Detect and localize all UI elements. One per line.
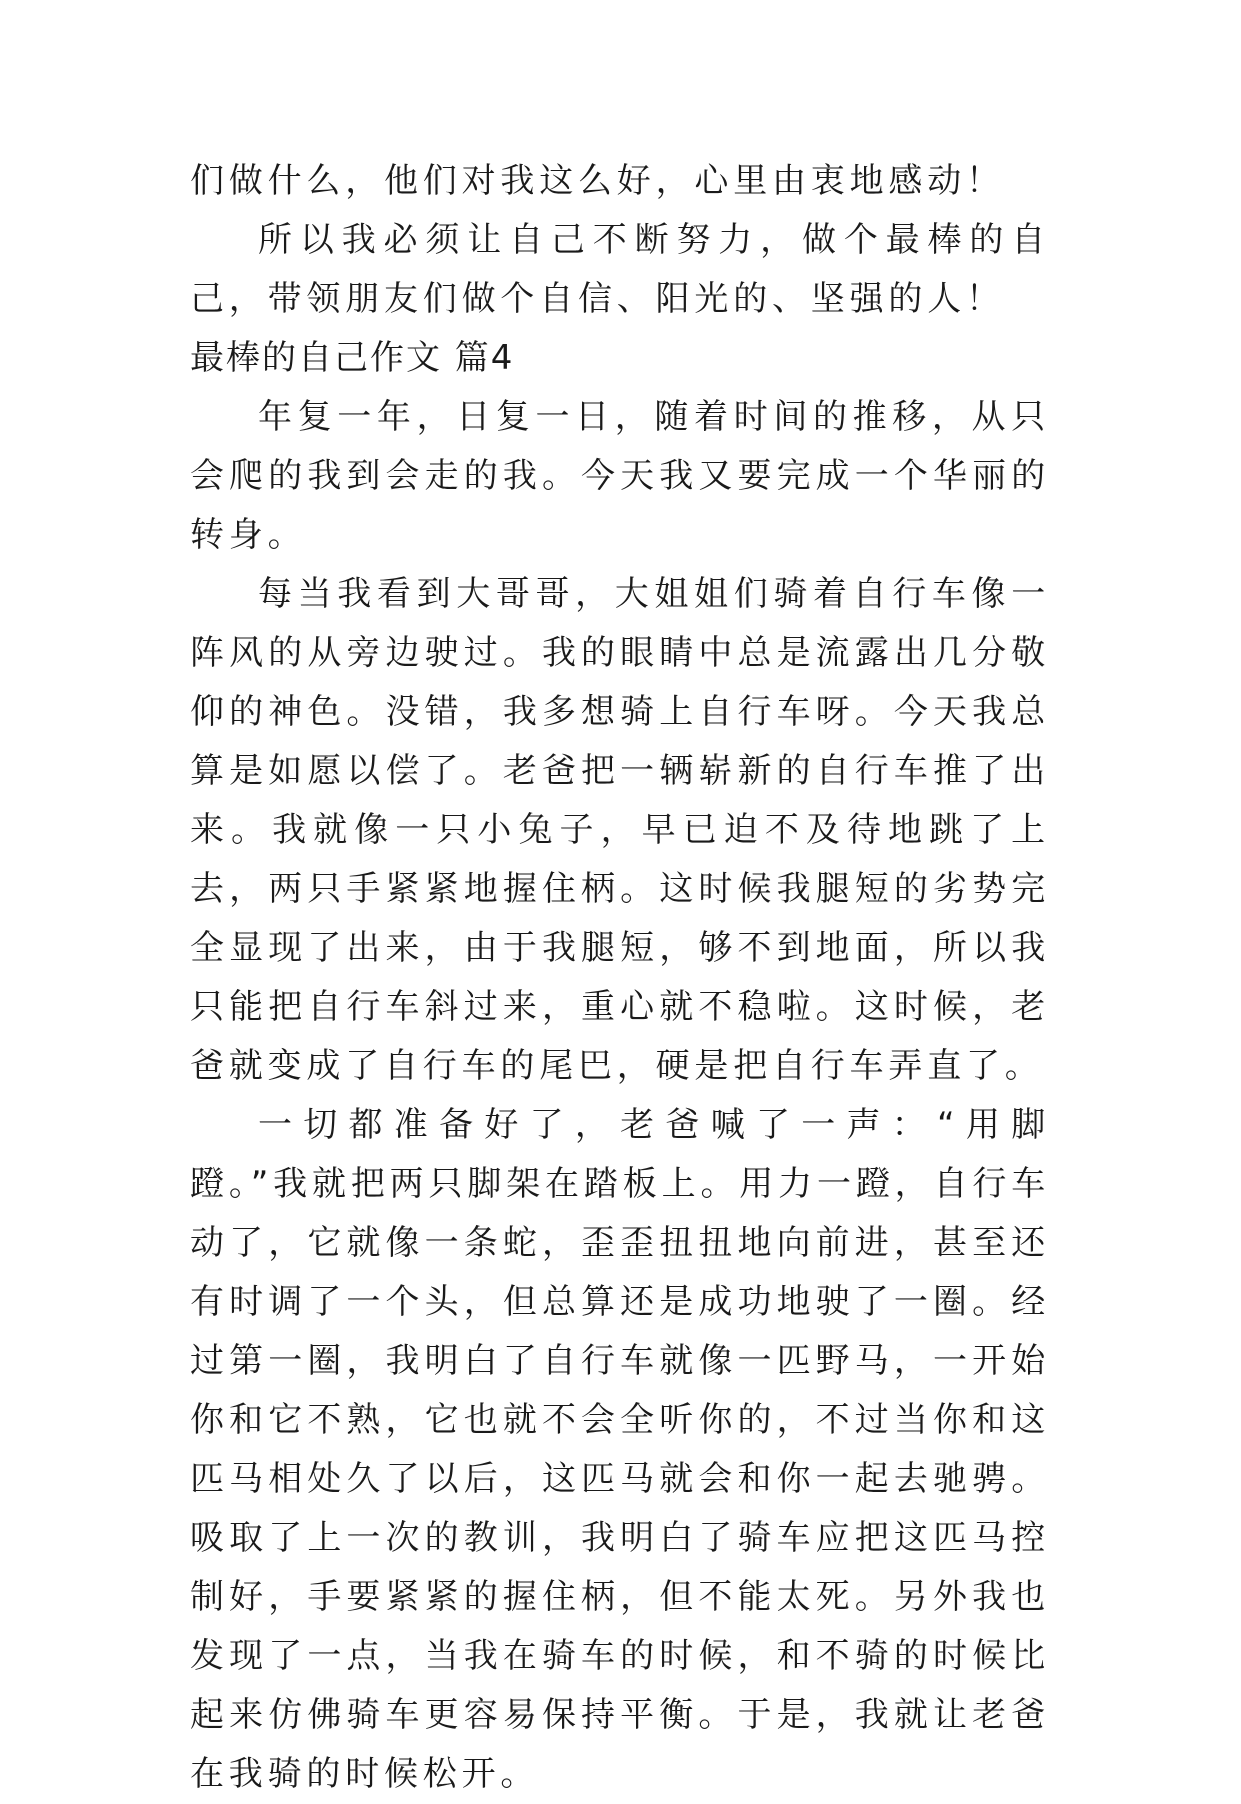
paragraph: 每当我看到大哥哥，大姐姐们骑着自行车像一阵风的从旁边驶过。我的眼睛中总是流露出几分敬仰的神色。没错，我多想骑上自行车呀。今天我总算是如愿以偿了。老爸把一辆崭新的自行车推了出来。我就像一只小兔子，早已迫不及待地跳了上去，两只手紧紧地握住柄。这时候我腿短的劣势完全显现了出来，由于我腿短，够不到地面，所以我只能把自行车斜过来，重心就不稳啦。这时候，老爸就变成了自行车的尾巴，硬是把自行车弄直了。 [190, 574, 1050, 1086]
paragraph: 一切都准备好了，老爸喊了一声：“用脚蹬。”我就把两只脚架在踏板上。用力一蹬，自行车动了，它就像一条蛇，歪歪扭扭地向前进，甚至还有时调了一个头，但总算还是成功地驶了一圈。经过第一圈，我明白了自行车就像一匹野马，一开始你和它不熟，它也就不会全听你的，不过当你和这匹马相处久了以后，这匹马就会和你一起去驰骋。吸取了上一次的教训，我明白了骑车应把这匹马控制好，手要紧紧的握住柄，但不能太死。另外我也发现了一点，当我在骑车的时候，和不骑的时候比起来仿佛骑车更容易保持平衡。于是，我就让老爸在我骑的时候松开。 [190, 1105, 1050, 1794]
document-body [190, 152, 1050, 1804]
section-heading: 最棒的自己作文 篇4 [190, 338, 515, 378]
paragraph-continuation: 们做什么，他们对我这么好，心里由衷地感动！ [190, 161, 1005, 201]
paragraph: 所以我必须让自己不断努力，做个最棒的自己，带领朋友们做个自信、阳光的、坚强的人！ [190, 220, 1050, 319]
paragraph: 年复一年，日复一日，随着时间的推移，从只会爬的我到会走的我。今天我又要完成一个华丽的转身。 [190, 397, 1050, 555]
